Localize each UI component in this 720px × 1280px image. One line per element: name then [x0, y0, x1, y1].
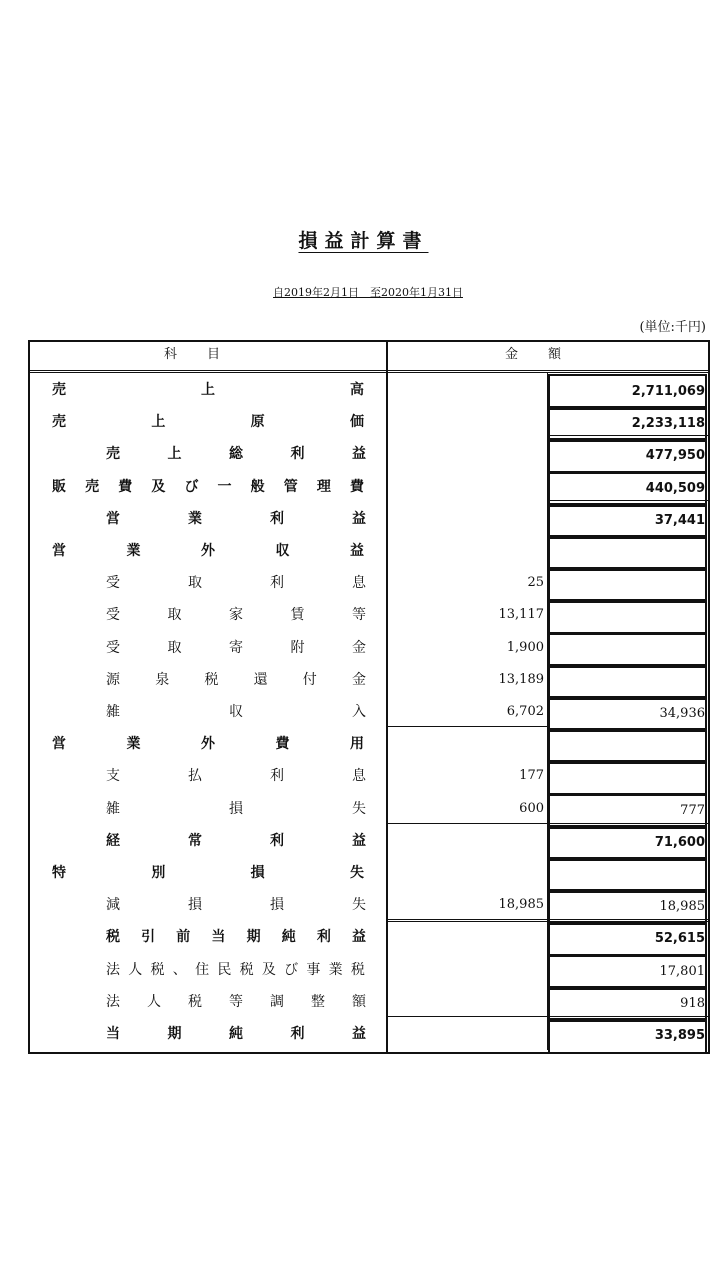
row-label: 経 常 利 益	[106, 832, 366, 849]
row-label: 法 人 税 等 調 整 額	[106, 993, 366, 1010]
table-row	[28, 954, 708, 986]
row-total-amount: 17,801	[548, 954, 707, 990]
row-total-amount	[548, 857, 707, 893]
table-row	[28, 567, 708, 599]
row-label: 売 上 原 価	[52, 414, 364, 431]
statement-title	[0, 226, 720, 253]
row-total-amount	[548, 728, 707, 764]
row-label: 売 上 高	[52, 382, 364, 398]
row-inner-amount: 13,189	[498, 671, 544, 687]
row-total-amount	[548, 664, 707, 700]
table-row	[28, 438, 708, 470]
table-row	[28, 793, 708, 825]
row-inner-amount	[388, 954, 544, 986]
row-inner-amount: 25	[527, 575, 544, 591]
row-inner-amount	[388, 503, 544, 535]
row-inner-amount: 600	[519, 800, 544, 816]
row-total-amount	[548, 567, 707, 603]
row-inner-amount	[388, 986, 544, 1018]
row-label: 特 別 損 失	[52, 865, 364, 881]
row-label: 営 業 利 益	[106, 510, 366, 527]
row-label: 販 売 費 及 び 一 般 管 理 費	[52, 478, 364, 495]
row-total-amount: 440,509	[548, 471, 707, 507]
row-total-amount	[548, 535, 707, 571]
table-row	[28, 1018, 708, 1050]
row-inner-amount	[388, 1018, 544, 1050]
table-row	[28, 857, 708, 889]
table-row	[28, 728, 708, 760]
row-total-amount: 2,711,069	[548, 374, 707, 410]
table-row	[28, 632, 708, 664]
row-inner-amount	[388, 535, 544, 567]
row-label: 当 期 純 利 益	[106, 1026, 366, 1042]
table-row	[28, 889, 708, 921]
row-label: 受 取 家 賃 等	[106, 607, 366, 624]
income-statement-table	[28, 340, 708, 1052]
row-total-amount: 37,441	[548, 503, 707, 539]
row-total-amount: 18,985	[548, 889, 707, 925]
table-row	[28, 664, 708, 696]
row-total-amount	[548, 760, 707, 796]
statement-title-text: 損益計算書	[298, 230, 429, 252]
header-subject: 科目	[163, 347, 250, 362]
row-inner-amount	[388, 406, 544, 438]
row-label: 法 人 税 、 住 民 税 及 び 事 業 税	[106, 961, 366, 978]
row-inner-amount	[388, 728, 544, 760]
row-label: 営 業 外 費 用	[52, 736, 364, 753]
table-row	[28, 921, 708, 953]
row-total-amount	[548, 599, 707, 635]
table-row	[28, 471, 708, 503]
row-total-amount: 52,615	[548, 921, 707, 957]
row-total-amount: 34,936	[548, 696, 707, 732]
row-inner-amount	[388, 921, 544, 953]
header-amount: 金額	[504, 347, 591, 362]
table-row	[28, 503, 708, 535]
table-row	[28, 696, 708, 728]
table-row	[28, 535, 708, 567]
table-row	[28, 760, 708, 792]
table-row	[28, 406, 708, 438]
row-inner-amount: 6,702	[506, 704, 544, 719]
row-inner-amount	[388, 374, 544, 406]
table-row	[28, 599, 708, 631]
fiscal-period: 自2019年2月1日 至2020年1月31日	[273, 286, 463, 299]
row-total-amount	[548, 632, 707, 668]
row-inner-amount	[388, 438, 544, 470]
row-label: 売 上 総 利 益	[106, 446, 366, 463]
row-label: 減 損 損 失	[106, 897, 366, 914]
row-label: 源 泉 税 還 付 金	[106, 671, 366, 688]
row-label: 雑 収 入	[106, 704, 366, 720]
row-total-amount: 918	[548, 986, 707, 1022]
row-total-amount: 477,950	[548, 438, 707, 474]
table-row	[28, 986, 708, 1018]
row-inner-amount: 18,985	[498, 897, 544, 913]
table-row	[28, 374, 708, 406]
row-label: 受 取 寄 附 金	[106, 639, 366, 656]
row-label: 受 取 利 息	[106, 575, 366, 592]
row-total-amount: 71,600	[548, 825, 707, 861]
row-inner-amount	[388, 857, 544, 889]
row-label: 支 払 利 息	[106, 768, 366, 785]
row-label: 雑 損 失	[106, 800, 366, 817]
row-inner-amount: 177	[519, 768, 544, 784]
row-label: 税 引 前 当 期 純 利 益	[106, 929, 366, 946]
row-total-amount: 33,895	[548, 1018, 707, 1054]
unit-label: (単位:千円)	[639, 320, 706, 335]
row-total-amount: 777	[548, 793, 707, 829]
row-total-amount: 2,233,118	[548, 406, 707, 442]
row-inner-amount	[388, 471, 544, 503]
row-inner-amount: 13,117	[498, 607, 544, 623]
table-row	[28, 825, 708, 857]
row-label: 営 業 外 収 益	[52, 543, 364, 559]
row-inner-amount: 1,900	[506, 639, 544, 655]
header-divider	[28, 370, 708, 373]
row-inner-amount	[388, 825, 544, 857]
